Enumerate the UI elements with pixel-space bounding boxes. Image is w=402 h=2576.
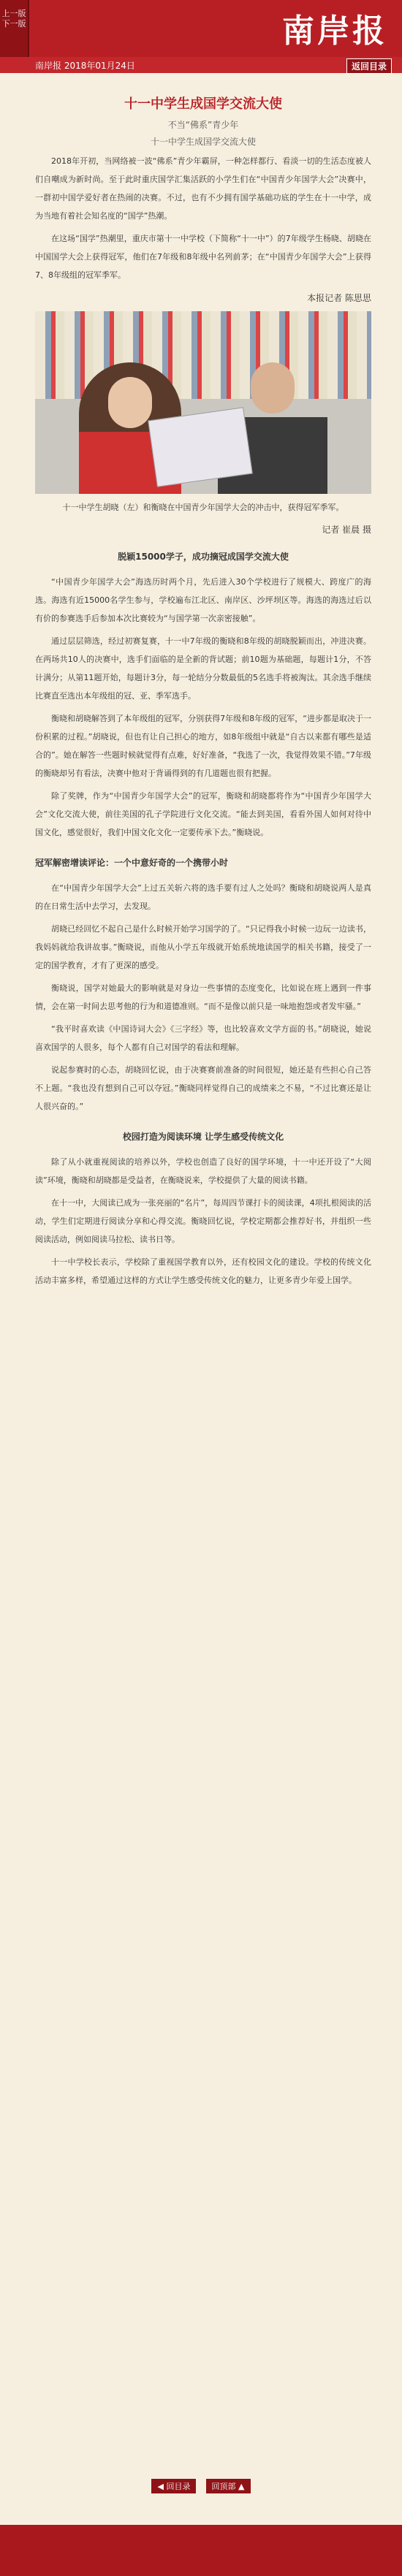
paragraph: 除了从小就重视阅读的培养以外，学校也创造了良好的国学环境，十一中还开设了“大阅读”环境，衡晓和胡晓都是受益者，在衡晓说来，学校提供了大量的阅读书籍。	[35, 1157, 371, 1185]
paragraph: “中国青少年国学大会”海选历时两个月，先后进入30个学校进行了规模大、跨度广的海选。海选有近15000名学生参与，学校遍布江北区、南岸区、沙坪坝区等。海选的海选过后以有价的参赛选手后参加本次比赛较为“与国学第一次亲密接触”。	[35, 577, 371, 623]
back-to-index-button[interactable]: 返回目录	[346, 58, 392, 74]
back-to-top-link[interactable]: 回顶部 ▲	[206, 2479, 251, 2493]
bottom-nav	[0, 2478, 402, 2493]
intro-paragraph: 2018年开初，当网络被一波“佛系”青少年霸屏，一种怎样都行、看淡一切的生活态度被人们自嘲成为新时尚。至于此时重庆国学汇集活跃的小学生们在“中国青少年国学大会”决赛中，一群初中国学爱好者在热闹的决赛。不过，也有不少拥有国学基础功底的学生在十一中学，成为当地有着社会知名度的“国学”热潮。	[35, 156, 371, 221]
intro-paragraph-2: 在这场“国学”热潮里，重庆市第十一中学校（下简称“十一中”）的7年级学生杨晓、胡晓在中国国学大会上获得冠军，他们在7年级和8年级中名列前茅；在“中国青少年国学大会”上获得7、8年级组的冠军季军。	[35, 234, 371, 280]
section-heading-1: 脱颖15000学子，成功摘冠成国学交流大使	[118, 552, 289, 562]
paragraph: 衡晓说，国学对她最大的影响就是对身边一些事情的态度变化，比如说在班上遇到一件事情，会在第一时间去思考他的行为和道德准则。“而不是像以前只是一味地抱怨或者发牢骚。”	[35, 983, 371, 1011]
article	[35, 82, 371, 1294]
photo-byline: 记者 崔晨 摄	[322, 525, 371, 535]
paragraph: 胡晓已经回忆不起自己是什么时候开始学习国学的了。“只记得我小时候一边玩一边读书，我妈妈就给我讲故事。”衡晓说，而他从小学五年级就开始系统地读国学的相关书籍，接受了一定的国学教育，才有了更深的感受。	[35, 924, 371, 970]
article-subtitle-2: 十一中学生成国学交流大使	[150, 137, 256, 147]
section-heading-3: 校园打造为阅读环境 让学生感受传统文化	[122, 1132, 284, 1142]
reporter-byline: 本报记者 陈思思	[307, 293, 371, 303]
paragraph: 说起参赛时的心态，胡晓回忆说，由于决赛赛前准备的时间很短，她还是有些担心自己答不上题。“我也没有想到自己可以夺冠。”衡晓同样觉得自己的成绩来之不易，“不过比赛还是让人很兴奋的。”	[35, 1065, 371, 1111]
masthead	[0, 0, 402, 57]
book	[148, 407, 253, 487]
issue-bar	[0, 57, 402, 73]
page-nav[interactable]	[0, 0, 29, 57]
photo-caption: 十一中学生胡晓（左）和衡晓在中国青少年国学大会的冲击中，获得冠军季军。	[62, 503, 344, 512]
paragraph: 十一中学校长表示，学校除了重视国学教育以外，还有校园文化的建设。学校的传统文化活动丰富多样，希望通过这样的方式让学生感受传统文化的魅力，让更多青少年爱上国学。	[35, 1257, 371, 1285]
back-to-index-link[interactable]: ◀ 回目录	[151, 2479, 196, 2493]
newspaper-logo: 南岸报	[282, 12, 387, 50]
paragraph: 衡晓和胡晓解答到了本年级组的冠军，分别获得7年级和8年级的冠军，“进步都是取决于一份积累的过程。”胡晓说，但也有让自己担心的地方，如8年级组中就是“自古以来都有哪些是适合的”。她在解答一些题时候就觉得有点难，好好准备，“我选了一次，我觉得效果不错。”7年级的衡晓却另有看法，决赛中他对于背诵得到的有几道题也很有把握。	[35, 714, 371, 778]
footer-bar	[0, 2525, 402, 2576]
article-subtitle-1: 不当“佛系”青少年	[167, 120, 239, 130]
section-heading-2: 冠军解密增读评论：一个中意好奇的一个携带小时	[35, 858, 229, 868]
paragraph: 在“中国青少年国学大会”上过五关斩六将的选手要有过人之处吗？衡晓和胡晓说两人是真的在日常生活中去学习，去发现。	[35, 883, 371, 911]
page-nav-label[interactable]: 上一版 下一版	[1, 9, 26, 28]
paragraph: 通过层层筛选，经过初赛复赛，十一中7年级的衡晓和8年级的胡晓脱颖而出，冲进决赛。在两场共10人的决赛中，选手们面临的是全新的背试题；前10题为基础题，每题计1分，不答计满分；从第11题开始，每题计3分，每一轮结分分数最低的5名选手将被淘汰。其余选手继续比赛直至选出本年级组的冠、亚、季军选手。	[35, 636, 371, 701]
issue-date: 南岸报 2018年01月24日	[35, 61, 135, 71]
article-title: 十一中学生成国学交流大使	[124, 96, 282, 112]
article-photo	[35, 311, 371, 494]
paragraph: 在十一中，大阅读已成为一张亮丽的“名片”，每周四节课打卡的阅读课，4项扎根阅读的活动，学生们定期进行阅读分享和心得交流。衡晓回忆说，学校定期都会推荐好书，并组织一些阅读活动，例如阅读马拉松、读书日等。	[35, 1198, 371, 1244]
paragraph: 除了奖牌，作为“中国青少年国学大会”的冠军，衡晓和胡晓都将作为“中国青少年国学大会”文化交流大使，前往美国的孔子学院进行文化交流。“能去到美国，看看外国人如何对待中国文化，感觉很好，我们中国文化文化一定要传承下去。”衡晓说。	[35, 791, 371, 837]
paragraph: “我平时喜欢读《中国诗词大会》《三字经》等，也比较喜欢文学方面的书。”胡晓说，她说喜欢国学的人很多，每个人都有自己对国学的看法和理解。	[35, 1024, 371, 1052]
